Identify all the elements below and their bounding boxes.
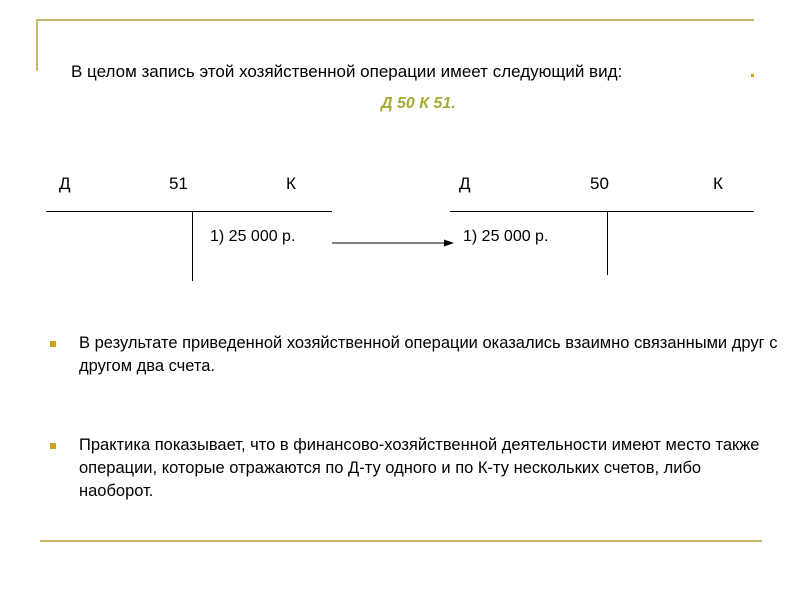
t-account-50-horizontal-line [450,211,754,212]
slide-frame-top [36,19,754,21]
t-account-51-credit-label: К [286,174,296,193]
t-account-51-vertical-line [192,211,193,281]
t-account-50-debit-label: Д [459,174,471,193]
transfer-arrow-icon [330,236,456,250]
t-account-50-credit-label: К [713,174,723,193]
intro-text: В целом запись этой хозяйственной операции имеет следующий вид: [71,62,623,81]
t-account-51-number: 51 [169,174,188,193]
bullet-text: Практика показывает, что в финансово-хозяйственной деятельности имеют место также операции, которые отражаются по Д-ту одного и по К-ту нескольких счетов, либо наоборот. [79,436,760,500]
t-account-50-number: 50 [590,174,609,193]
slide-frame-bottom [40,540,762,542]
decor-dot [751,74,754,77]
bullet-icon [50,341,56,347]
t-account-51-credit-amount: 1) 25 000 р. [210,228,296,245]
bullet-icon [50,443,56,449]
accounting-entry: Д 50 К 51. [381,95,456,112]
t-account-51-horizontal-line [46,211,332,212]
slide-frame-left [36,19,38,71]
t-account-50-debit-amount: 1) 25 000 р. [463,228,549,245]
t-account-51-debit-label: Д [59,174,71,193]
bullet-text: В результате приведенной хозяйственной операции оказались взаимно связанными друг с другом два счета. [79,334,778,375]
t-account-50-vertical-line [607,211,608,275]
